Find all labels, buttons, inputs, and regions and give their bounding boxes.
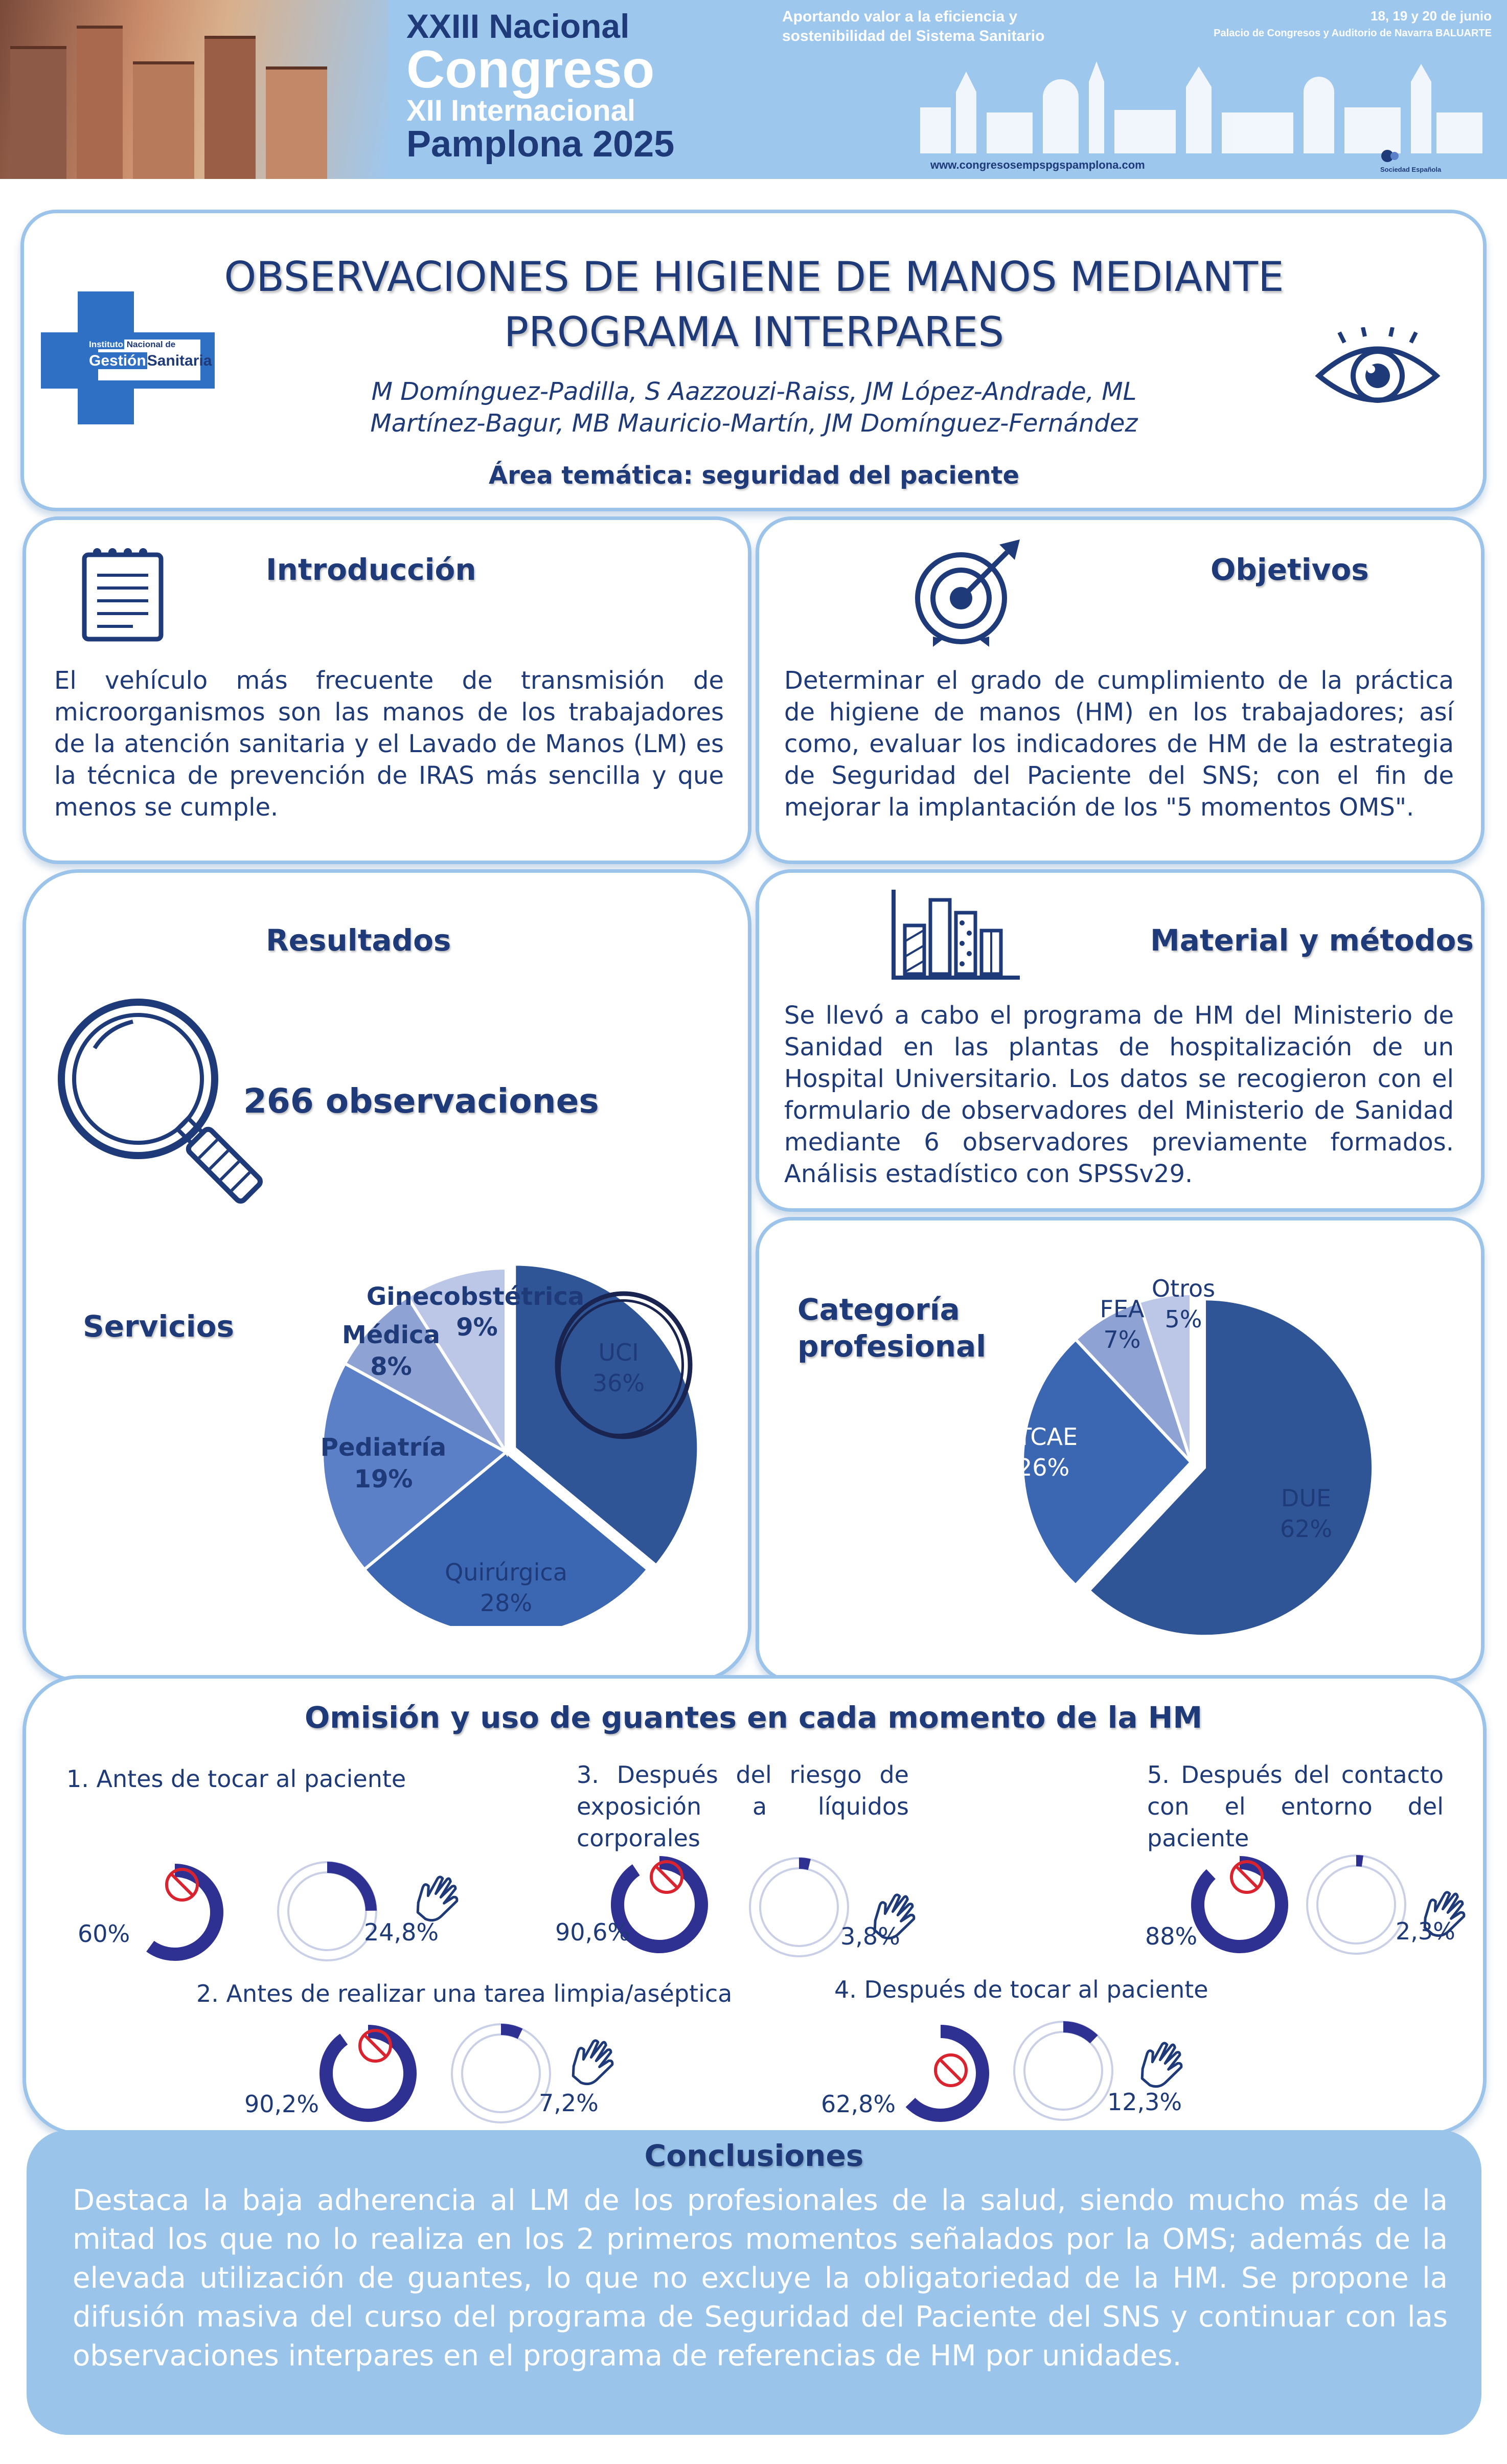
m4-gloves-value: 12,3% (1107, 2088, 1182, 2116)
website: www.congresosempspgspamplona.com (930, 159, 1145, 171)
intro-heading: Introducción (266, 552, 476, 587)
congress-line3: XII Internacional (406, 94, 635, 127)
bar-chart-icon (889, 890, 1022, 982)
tagline-line1: Aportando valor a la eficiencia y (782, 8, 1018, 25)
moments-heading: Omisión y uso de guantes en cada momento de la HM (304, 1700, 1203, 1735)
eye-icon (1314, 327, 1442, 419)
label-due (1258, 1483, 1355, 1544)
tagline-line2: sostenibilidad del Sistema Sanitario (782, 28, 1045, 44)
skyline-icon (920, 61, 1482, 153)
gloves-track-inner-4 (1024, 2032, 1102, 2110)
gloves-track-outer-4 (1014, 2022, 1112, 2120)
tcae-name: TCAE (1017, 1423, 1078, 1451)
omission-ring-5 (1198, 1863, 1282, 1947)
gloves-track-outer-2 (452, 2024, 550, 2122)
magnifier-icon (51, 992, 266, 1207)
moment2-title: 2. Antes de realizar una tarea limpia/aséptica (196, 1980, 733, 2007)
tcae-value: 26% (1017, 1454, 1070, 1481)
label-pediatria (312, 1432, 455, 1495)
label-quirurgica (424, 1557, 588, 1618)
omission-ring-2 (326, 2031, 410, 2115)
category-heading-line1: Categoría (797, 1292, 960, 1327)
label-tcae (1017, 1421, 1104, 1483)
moment5-line1: 5. Después del contacto (1147, 1761, 1444, 1789)
glove-icon (1133, 2035, 1189, 2094)
results-heading: Resultados (266, 923, 451, 958)
services-heading: Servicios (83, 1309, 235, 1344)
m1-omission-value: 60% (78, 1920, 130, 1948)
logo-text-2a: Gestión (89, 352, 146, 369)
m1-gloves-value: 24,8% (364, 1918, 439, 1946)
congress-dates (1214, 7, 1492, 42)
moment3-line1: 3. Después del riesgo de (577, 1761, 909, 1789)
moment3-line2: exposición a líquidos (577, 1793, 909, 1820)
objectives-text: Determinar el grado de cumplimiento de la práctica de higiene de manos (HM) en los trabajadores; así como, evaluar los indicadores de HM de la estrategia de Seguridad del Paciente del SNS; con el fin de mejorar la implantación de los "5 momentos OMS". (784, 666, 1454, 822)
methods-heading: Material y métodos (1150, 923, 1474, 958)
title-line1: OBSERVACIONES DE HIGIENE DE MANOS MEDIANTE (224, 253, 1284, 301)
otros-value: 5% (1164, 1305, 1202, 1333)
gloves-track-outer-3 (750, 1858, 848, 1956)
intro-text: El vehículo más frecuente de transmisión de microorganismos son las manos de los trabajadores de la atención sanitaria y el Lavado de Manos (LM) es la técnica de prevención de IRAS más sencilla y que menos se cumple. (54, 666, 724, 822)
m2-omission-value: 90,2% (244, 2090, 319, 2118)
uci-value: 36% (592, 1369, 645, 1397)
omission-ring-1 (150, 1870, 217, 1954)
pediatria-value: 19% (354, 1465, 413, 1494)
label-uci (567, 1337, 670, 1398)
quirurgica-value: 28% (480, 1589, 533, 1617)
otros-name: Otros (1151, 1275, 1216, 1302)
category-heading (797, 1291, 986, 1365)
m4-omission-value: 62,8% (821, 2090, 896, 2118)
header-banner (0, 0, 1507, 179)
title-line2: PROGRAMA INTERPARES (504, 308, 1004, 356)
category-heading-line2: profesional (797, 1329, 987, 1364)
gloves-track-outer-5 (1307, 1856, 1405, 1954)
congress-line2: Congreso (406, 40, 655, 99)
dates-line2: Palacio de Congresos y Auditorio de Navarra BALUARTE (1214, 28, 1492, 39)
gloves-ring-2 (501, 2029, 520, 2034)
conclusions-text: Destaca la baja adherencia al LM de los profesionales de la salud, siendo mucho más de la mitad los que no lo realiza en los 2 primeros momentos señalados por la OMS; además de la elevada utilización de guantes, lo que no excluye la obligatoriedad de la HM. Se propone la difusión masiva del curso del programa de Seguridad del Paciente del SNS y continuar con las observaciones interpares en el programa de referencias de HM por unidades. (73, 2184, 1448, 2372)
medica-name: Médica (342, 1321, 440, 1349)
conclusions-heading: Conclusiones (644, 2138, 864, 2173)
gloves-track-inner-3 (760, 1868, 838, 1946)
tagline (782, 7, 1044, 46)
m3-omission-value: 90,6% (555, 1918, 630, 1946)
society-name: Sociedad Española (1380, 166, 1442, 173)
target-icon (910, 537, 1022, 649)
due-name: DUE (1281, 1484, 1332, 1512)
congress-line4: Pamplona 2025 (406, 124, 675, 165)
methods-text: Se llevó a cabo el programa de HM del Ministerio de Sanidad en las plantas de hospitalización de un Hospital Universitario. Los datos se recogieron con el formulario de observadores del Ministerio de Sanidad mediante 6 observadores previamente formados. Análisis estadístico con SPSSv29. (784, 1001, 1454, 1188)
pediatria-name: Pediatría (320, 1433, 447, 1462)
authors (153, 376, 1355, 439)
due-value: 62% (1280, 1515, 1333, 1543)
fea-name: FEA (1100, 1295, 1145, 1323)
fea-value: 7% (1103, 1326, 1141, 1353)
label-otros (1145, 1273, 1222, 1335)
omission-ring-3 (618, 1863, 701, 1947)
notepad-icon (77, 542, 169, 644)
moment5-line3: paciente (1147, 1824, 1249, 1852)
congress-logo (406, 9, 674, 163)
objectives-heading: Objetivos (1211, 552, 1369, 587)
thematic-area: Área temática: seguridad del paciente (488, 461, 1020, 490)
gloves-track-inner-5 (1317, 1866, 1395, 1943)
moment1-title: 1. Antes de tocar al paciente (66, 1765, 406, 1793)
poster-title (153, 250, 1355, 360)
observations-count: 266 observaciones (243, 1081, 599, 1121)
moments-donut-charts (0, 1790, 1507, 2127)
quirurgica-name: Quirúrgica (445, 1558, 567, 1586)
authors-line2: Martínez-Bagur, MB Mauricio-Martín, JM Domínguez-Fernández (370, 409, 1138, 438)
glove-icon (564, 2032, 620, 2091)
label-ginecobstetrica: Ginecobstétrica (366, 1282, 585, 1311)
society-icon (1380, 148, 1401, 164)
authors-line1: M Domínguez-Padilla, S Aazzouzi-Raiss, JM López-Andrade, ML (371, 377, 1137, 406)
logo-text-1a: Instituto (89, 340, 124, 349)
m5-gloves-value: 2,3% (1396, 1917, 1455, 1945)
uci-name: UCI (598, 1339, 639, 1366)
m5-omission-value: 88% (1145, 1923, 1198, 1950)
moment4-title: 4. Después de tocar al paciente (834, 1976, 1208, 2003)
m3-gloves-value: 3,8% (840, 1923, 900, 1950)
city-photo (0, 0, 389, 179)
value-ginecobstetrica: 9% (456, 1313, 498, 1342)
dates-line1: 18, 19 y 20 de junio (1371, 8, 1492, 24)
society-logo (1380, 148, 1441, 174)
logo-text-1b: Nacional de (126, 340, 176, 349)
moment3-line3: corporales (577, 1824, 700, 1852)
conclusions-card (27, 2130, 1481, 2435)
no-hands-icon (935, 2055, 966, 2086)
label-medica (337, 1319, 445, 1383)
medica-value: 8% (370, 1352, 412, 1381)
gloves-ring-3 (799, 1863, 809, 1864)
omission-ring-4 (910, 2031, 983, 2115)
moment5-line2: con el entorno del (1147, 1793, 1444, 1820)
m2-gloves-value: 7,2% (539, 2089, 599, 2117)
gloves-track-inner-2 (462, 2035, 540, 2112)
congress-line1: XXIII Nacional (406, 7, 630, 45)
logo-text-2b: Sanitaria (147, 352, 212, 369)
